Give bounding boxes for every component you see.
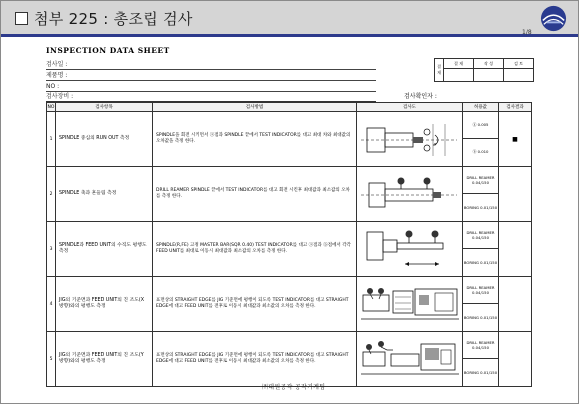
feed-unit-parallelism-diagram <box>357 222 463 276</box>
tolerance-upper: ⓐ 0.005 <box>463 112 498 139</box>
slide-header <box>1 1 578 34</box>
page-number: 1/8 <box>522 29 532 36</box>
inspector-label: 검사확인자 : <box>404 93 437 100</box>
row-result[interactable]: ■ <box>499 112 532 167</box>
table-row <box>47 222 532 277</box>
row-item: JIG의 기준면과 FEED UNIT의 진 조도(X 방향)와의 평행도 측정 <box>56 277 153 332</box>
approval-sign-cell[interactable] <box>444 69 474 82</box>
approval-side-label: 결 재 <box>435 59 444 82</box>
approval-header: 검 토 <box>504 59 534 69</box>
row-number: 4 <box>47 277 56 332</box>
table-row <box>47 167 532 222</box>
tolerance-upper: DRILL REAMER 0.04/150 <box>463 167 498 194</box>
row-figure <box>357 277 463 332</box>
row-method: SPINDLE을 회전 시키면서 ⓐ점과 SPINDLE 끝에서 TEST INDICATOR를 대고 최대 차와 최대값의 오차값을 측정 한다. <box>153 112 357 167</box>
col-header-figure: 검사도 <box>357 103 463 112</box>
approval-header: 작 성 <box>474 59 504 69</box>
row-result[interactable] <box>499 332 532 387</box>
row-method: SPINDLE(R,FE) 고정 MASTER BAR(SQR 0.40) TEST INDICATOR를 대고 ⓐ점과 ⓑ점에서 각각 FEED UNIT를 최대로 이동시 최대값과 최소값의 오차를 측정 한다. <box>153 222 357 277</box>
col-header-method: 검사방법 <box>153 103 357 112</box>
company-logo-icon <box>539 4 568 33</box>
row-item: JIG의 기준면과 FEED UNIT의 진 조도(Y 방향)와의 평행도 측정 <box>56 332 153 387</box>
table-row <box>47 112 532 167</box>
row-number: 5 <box>47 332 56 387</box>
tolerance-lower: ⓑ 0.010 <box>472 149 489 154</box>
field-inspection-equipment[interactable]: 검사장비 : <box>46 92 376 103</box>
field-inspection-date[interactable]: 검사일 : <box>46 60 376 70</box>
table-row <box>47 332 532 387</box>
row-number: 1 <box>47 112 56 167</box>
row-item: SPINDLE과 FEED UNIT의 수직도 평행도 측정 <box>56 222 153 277</box>
row-item: SPINDLE 축과 흔들림 측정 <box>56 167 153 222</box>
table-row <box>47 277 532 332</box>
footer-company: ㈜대원공작 공작기계팀 <box>262 384 326 391</box>
col-header-item: 검사항목 <box>56 103 153 112</box>
tolerance-lower: BORING 0.01/150 <box>463 204 498 210</box>
slide-title <box>15 8 193 29</box>
row-result[interactable] <box>499 277 532 332</box>
row-method: DRILL REAMER SPINDLE 끝에서 TEST INDICATOR를 대고 회전 시킨후 최대값과 최소값의 오차를 측정 한다. <box>153 167 357 222</box>
inspection-table <box>46 102 532 387</box>
jig-x-direction-diagram <box>357 277 463 331</box>
accent-bar <box>1 34 578 37</box>
tolerance-upper: DRILL REAMER 0.04/150 <box>463 332 498 359</box>
row-tolerance <box>463 167 499 222</box>
row-figure <box>357 167 463 222</box>
row-method: 표면상의 STRAIGHT EDGE를 JIG 기준면에 평행이 되도록 TEST INDICATOR를 대고 STRAIGHT EDGE에 대고 FEED UNIT를 전후로 이동시 최대값과 최소값의 오차를 측정 한다. <box>153 332 357 387</box>
row-method: 표면상의 STRAIGHT EDGE를 JIG 기준면에 평행이 되도록 TEST INDICATOR를 대고 STRAIGHT EDGE에 대고 FEED UNIT를 전후로 이동시 최대값과 최소값의 오차를 측정 한다. <box>153 277 357 332</box>
checkbox-square-icon <box>15 12 28 25</box>
row-tolerance <box>463 112 499 167</box>
row-tolerance <box>463 332 499 387</box>
row-tolerance <box>463 277 499 332</box>
table-header-row <box>47 103 532 112</box>
field-product-name[interactable]: 제품명 : <box>46 71 376 81</box>
row-result[interactable] <box>499 167 532 222</box>
col-header-result: 검사결과 <box>499 103 532 112</box>
row-result[interactable] <box>499 222 532 277</box>
col-header-no: NO <box>47 104 55 110</box>
row-figure <box>357 112 463 167</box>
approval-table <box>434 58 534 82</box>
field-number[interactable]: NO : <box>46 82 376 92</box>
row-item: SPINDLE 중심의 RUN OUT 측정 <box>56 112 153 167</box>
tolerance-lower: BORING 0.01/150 <box>463 314 498 320</box>
sheet-heading: INSPECTION DATA SHEET <box>46 46 170 55</box>
spindle-runout-axis-diagram <box>357 167 463 221</box>
row-number: 2 <box>47 167 56 222</box>
jig-y-direction-diagram <box>357 332 463 386</box>
row-figure <box>357 332 463 387</box>
tolerance-lower: BORING 0.01/150 <box>463 369 498 375</box>
col-header-tolerance: 허용값 <box>463 103 499 112</box>
row-number: 3 <box>47 222 56 277</box>
approval-sign-cell[interactable] <box>504 69 534 82</box>
spindle-runout-diagram <box>357 112 463 166</box>
tolerance-upper: DRILL REAMER 0.04/150 <box>463 222 498 249</box>
approval-header: 결 재 <box>444 59 474 69</box>
approval-sign-cell[interactable] <box>474 69 504 82</box>
tolerance-lower: BORING 0.01/150 <box>463 259 498 265</box>
row-figure <box>357 222 463 277</box>
tolerance-upper: DRILL REAMER 0.04/150 <box>463 277 498 304</box>
row-tolerance <box>463 222 499 277</box>
slide-title-text: 첨부 225 : 총조립 검사 <box>34 10 193 28</box>
